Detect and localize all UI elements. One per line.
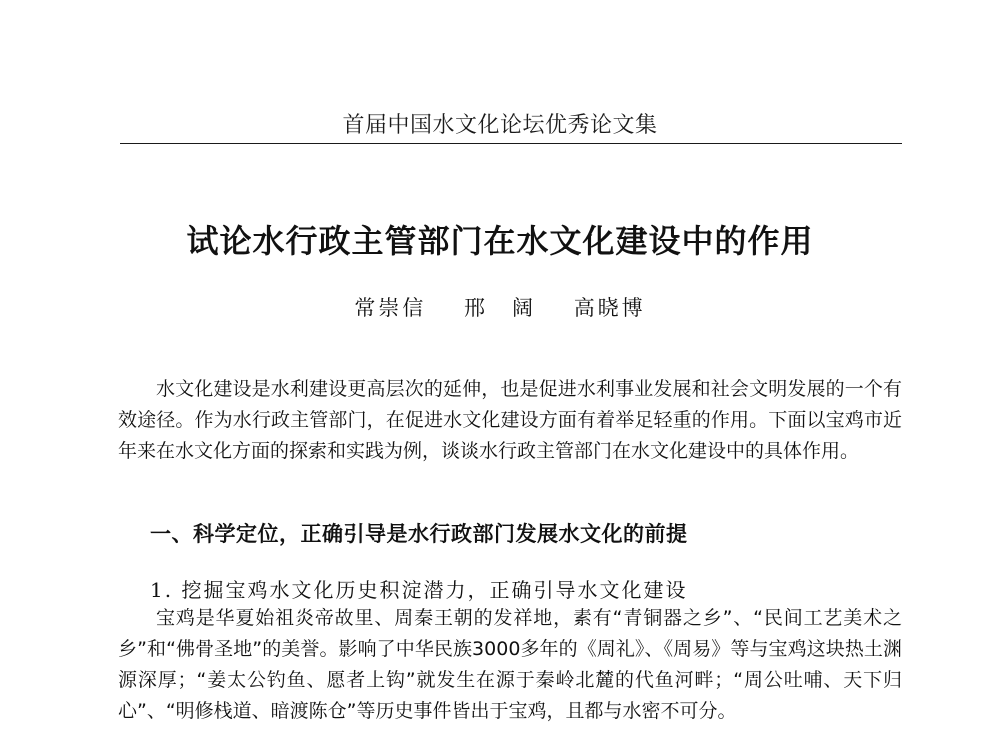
subsection-heading: 1. 挖掘宝鸡水文化历史积淀潜力，正确引导水文化建设 [150,578,688,602]
intro-paragraph: 水文化建设是水利建设更高层次的延伸，也是促进水利事业发展和社会文明发展的一个有效途径。作为水行政主管部门，在促进水文化建设方面有着举足轻重的作用。下面以宝鸡市近年来在水文化方面的探索和实践为例，谈谈水行政主管部门在水文化建设中的具体作用。 [118,378,902,462]
body-paragraph: 宝鸡是华夏始祖炎帝故里、周秦王朝的发祥地，素有“青铜器之乡”、“民间工艺美术之乡”和“佛骨圣地”的美誉。影响了中华民族3000多年的《周礼》、《周易》等与宝鸡这块热土渊源深厚；“姜太公钓鱼、愿者上钩”就发生在源于秦岭北麓的代鱼河畔；“周公吐哺、天下归心”、“明修栈道、暗渡陈仓”等历史事件皆出于宝鸡，且都与水密不可分。 [118,607,902,722]
author-list [0,292,1000,322]
author-name: 高晓博 [573,296,646,320]
section-heading: 一、科学定位，正确引导是水行政部门发展水文化的前提 [150,522,688,546]
author-name: 常崇信 [354,296,427,320]
running-header: 首届中国水文化论坛优秀论文集 [342,113,658,138]
article-title: 试论水行政主管部门在水文化建设中的作用 [186,222,814,260]
author-name: 邢 阔 [464,296,536,320]
header-rule [120,143,902,144]
